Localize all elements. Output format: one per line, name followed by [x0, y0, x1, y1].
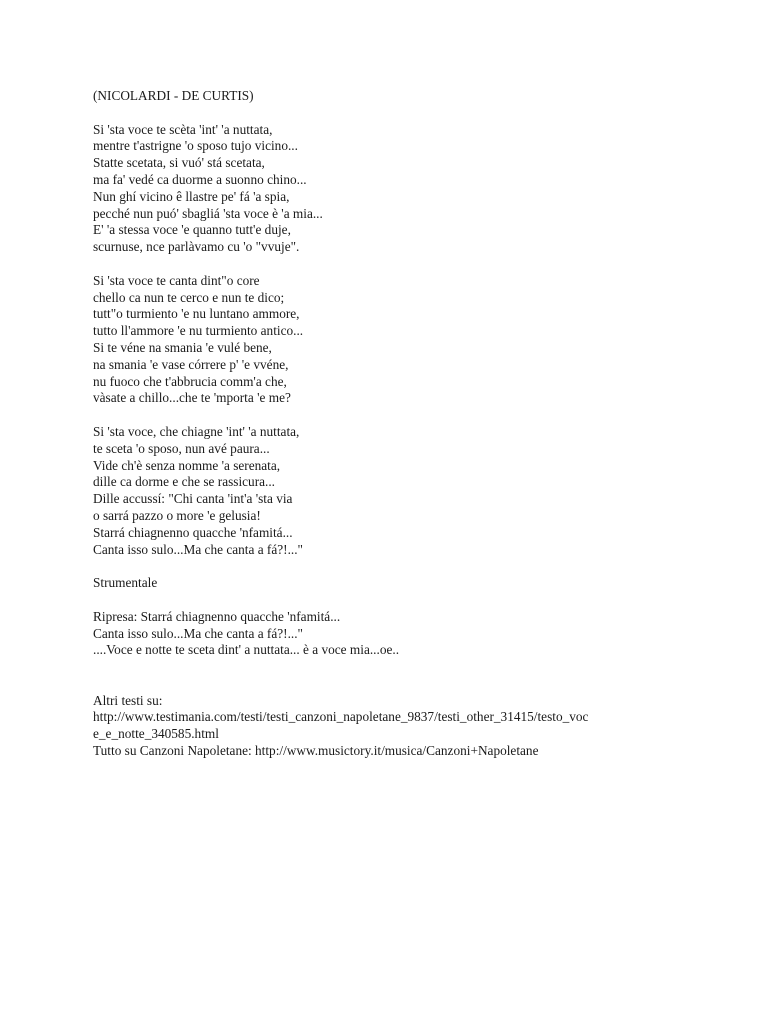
ripresa-line: ....Voce e notte te sceta dint' a nuttata... è a voce mia...oe.. [93, 642, 400, 658]
ripresa-line: Ripresa: Starrá chiagnenno quacche 'nfamitá... [93, 608, 341, 624]
source-url-line-2: e_e_notte_340585.html [93, 726, 219, 742]
stanza-3 [93, 424, 713, 558]
lyric-line: ma fa' vedé ca duorme a suonno chino... [93, 171, 307, 187]
lyric-line: scurnuse, nce parlàvamo cu 'o "vvuje". [93, 239, 300, 255]
strumentale-label: Strumentale [93, 575, 158, 591]
altri-testi-label: Altri testi su: [93, 692, 163, 708]
lyric-line: Nun ghí vicino ê llastre pe' fá 'a spia, [93, 188, 290, 204]
lyric-line: Si 'sta voce te canta dint"o core [93, 272, 260, 288]
lyric-line: na smania 'e vase córrere p' 'e vvéne, [93, 356, 289, 372]
stanza-2 [93, 273, 713, 407]
lyric-line: E' 'a stessa voce 'e quanno tutt'e duje, [93, 222, 291, 238]
footer-links [93, 693, 713, 760]
lyric-line: vàsate a chillo...che te 'mporta 'e me? [93, 390, 291, 406]
ripresa-line: Canta isso sulo...Ma che canta a fá?!..." [93, 625, 303, 641]
ripresa-block [93, 609, 713, 659]
tutto-su-link-line: Tutto su Canzoni Napoletane: http://www.musictory.it/musica/Canzoni+Napoletane [93, 743, 539, 759]
lyric-line: chello ca nun te cerco e nun te dico; [93, 289, 285, 305]
lyric-line: Vide ch'è senza nomme 'a serenata, [93, 457, 281, 473]
lyric-line: Dille accussí: "Chi canta 'int'a 'sta via [93, 491, 293, 507]
lyric-line: Si te véne na smania 'e vulé bene, [93, 339, 272, 355]
stanza-1 [93, 122, 713, 256]
authors-heading: (NICOLARDI - DE CURTIS) [93, 88, 254, 103]
lyric-line: tutto ll'ammore 'e nu turmiento antico... [93, 323, 304, 339]
lyric-line: te sceta 'o sposo, nun avé paura... [93, 440, 270, 456]
lyric-line: Statte scetata, si vuó' stá scetata, [93, 155, 265, 171]
lyric-line: nu fuoco che t'abbrucia comm'a che, [93, 373, 287, 389]
lyric-line: Starrá chiagnenno quacche 'nfamitá... [93, 524, 293, 540]
lyric-line: o sarrá pazzo o more 'e gelusia! [93, 507, 261, 523]
lyric-line: Si 'sta voce, che chiagne 'int' 'a nuttata, [93, 423, 300, 439]
document-page [93, 88, 713, 760]
lyric-line: Canta isso sulo...Ma che canta a fá?!..." [93, 541, 303, 557]
lyric-line: tutt"o turmiento 'e nu luntano ammore, [93, 306, 300, 322]
lyric-line: pecché nun puó' sbagliá 'sta voce è 'a mia... [93, 205, 323, 221]
lyric-line: Si 'sta voce te scèta 'int' 'a nuttata, [93, 121, 273, 137]
lyric-line: dille ca dorme e che se rassicura... [93, 474, 276, 490]
source-url-line-1: http://www.testimania.com/testi/testi_canzoni_napoletane_9837/testi_other_31415/testo_voc [93, 709, 589, 725]
lyric-line: mentre t'astrigne 'o sposo tujo vicino... [93, 138, 298, 154]
